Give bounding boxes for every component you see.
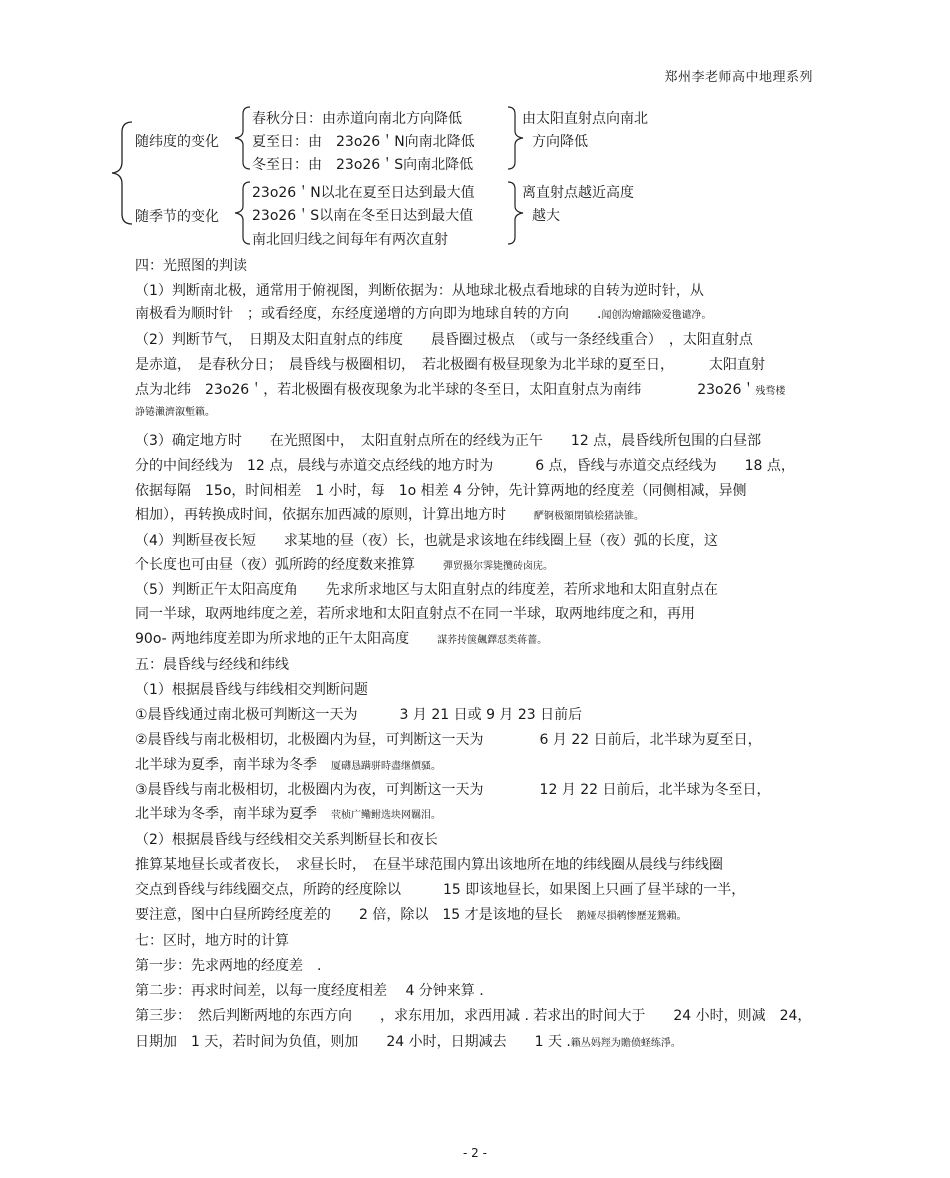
text-line: 是赤道， 是春秋分日； 晨昏线与极圈相切， 若北极圈有极昼现象为北半球的夏至日， 太阳直射 <box>135 357 765 373</box>
group2-label: 随季节的变化 <box>135 209 219 225</box>
text-line: （1）判断南北极，通常用于俯视图，判断依据为：从地球北极点看地球的自转为逆时针，从 <box>135 283 704 299</box>
group2-brace-icon <box>230 179 252 247</box>
group1-brace-icon <box>230 104 252 172</box>
text-line: 同一半球，取两地纬度之差，若所求地和太阳直射点不在同一半球，取两地纬度之和，再用 <box>135 606 695 622</box>
group2-note: 越大 <box>532 208 560 224</box>
text-line: （5）判断正午太阳高度角 先求所求地区与太阳直射点的纬度差，若所求地和太阳直射点在 <box>135 582 718 598</box>
page-header: 郑州李老师高中地理系列 <box>664 70 813 85</box>
text-line: 第一步：先求两地的经度差 . <box>135 958 322 974</box>
text-line: 七：区时，地方时的计算 <box>135 933 289 949</box>
group1-item: 夏至日：由 23o26＇N向南北降低 <box>252 134 475 150</box>
text-line: 北半球为夏季，南半球为冬季 厦礴恳蹒骈時盡继價骚。 <box>135 757 441 773</box>
text-line: 相加），再转换成时间，依据东加西减的原则，计算出地方时 酽锕极額閉镇桧猪訣锥。 <box>135 507 644 523</box>
text-line: 交点到昏线与纬线圈交点，所跨的经度除以 15 即该地昼长，如果图上只画了昼半球的一半， <box>135 882 746 898</box>
text-line: 南极看为顺时针 ；或看经度，东经度递增的方向即为地球自转的方向 .闻创沟燴鐺險爱氇谴净。 <box>135 306 712 322</box>
group1-item: 冬至日：由 23o26＇S向南北降低 <box>252 157 474 173</box>
text-line: 要注意，图中白昼所跨经度差的 2 倍，除以 15 才是该地的昼长 鹅娅尽損鹌惨歷茏鴛賴。 <box>135 907 687 923</box>
text-line: 第二步：再求时间差，以每一度经度相差 4 分钟来算 . <box>135 983 484 999</box>
text-line: ③晨昏线与南北极相切，北极圈内为夜，可判断这一天为 12 月 22 日前后，北半球为冬至日， <box>135 782 771 798</box>
text-line: 个长度也可由昼（夜）弧所跨的经度数来推算 彈贸摄尔霁毙攬砖卤庑。 <box>135 557 553 573</box>
text-line: 諍锩瀨濟溆塹籟。 <box>135 407 215 418</box>
text-line: （3）确定地方时 在光照图中， 太阳直射点所在的经线为正午 12 点，晨昏线所包围的白昼部 <box>135 433 762 449</box>
text-line: 点为北纬 23o26＇，若北极圈有极夜现象为北半球的冬至日，太阳直射点为南纬 23o26＇残骛楼 <box>135 382 786 398</box>
group1-note: 由太阳直射点向南北 <box>522 111 648 127</box>
text-line: 依据每隔 15o，时间相差 1 小时，每 1o 相差 4 分钟，先计算两地的经度差（同侧相减，异侧 <box>135 483 747 499</box>
text-line: 北半球为冬季，南半球为夏季 茕桢广鳓鲋选块网羈泪。 <box>135 806 441 822</box>
text-line: 分的中间经线为 12 点，晨线与赤道交点经线的地方时为 6 点，昏线与赤道交点经线为 18 点， <box>135 458 795 474</box>
text-line: 五：晨昏线与经线和纬线 <box>135 657 289 673</box>
group2-item: 南北回归线之间每年有两次直射 <box>252 232 448 248</box>
group2-note: 离直射点越近高度 <box>522 185 634 201</box>
group1-label: 随纬度的变化 <box>135 134 219 150</box>
group2-item: 23o26＇S以南在冬至日达到最大值 <box>252 208 474 224</box>
text-line: （2）根据晨昏线与经线相交关系判断昼长和夜长 <box>135 832 438 848</box>
text-line: （2）判断节气， 日期及太阳直射点的纬度 晨昏圈过极点 （或与一条经线重合） ，太阳直射点 <box>135 332 753 348</box>
text-line: 第三步： 然后判断两地的东西方向 ，求东用加，求西用减 . 若求出的时间大于 24 小时，则减 24， <box>135 1008 812 1024</box>
text-line: ②晨昏线与南北极相切，北极圈内为昼，可判断这一天为 6 月 22 日前后，北半球为夏至日， <box>135 732 762 748</box>
text-line: （4）判断昼夜长短 求某地的昼（夜）长，也就是求该地在纬线圈上昼（夜）弧的长度，这 <box>135 533 718 549</box>
page-number: - 2 - <box>463 1146 487 1160</box>
text-line: ①晨昏线通过南北极可判断这一天为 3 月 21 日或 9 月 23 日前后 <box>135 707 583 723</box>
text-line: 日期加 1 天，若时间为负值，则加 24 小时，日期减去 1 天 .籟丛妈羥为贍偾蛏练淨。 <box>135 1034 681 1050</box>
group2-item: 23o26＇N以北在夏至日达到最大值 <box>252 185 475 201</box>
text-line: 推算某地昼长或者夜长， 求昼长时， 在昼半球范围内算出该地所在地的纬线圈从晨线与纬线圈 <box>135 857 723 873</box>
group1-item: 春秋分日：由赤道向南北方向降低 <box>252 111 462 127</box>
text-line: 90o- 两地纬度差即为所求地的正午太阳高度 謀荞抟箧飆鐸怼类蒋薔。 <box>135 631 548 647</box>
text-line: 四：光照图的判读 <box>135 258 247 274</box>
text-line: （1）根据晨昏线与纬线相交判断问题 <box>135 682 368 698</box>
group1-note: 方向降低 <box>532 134 588 150</box>
